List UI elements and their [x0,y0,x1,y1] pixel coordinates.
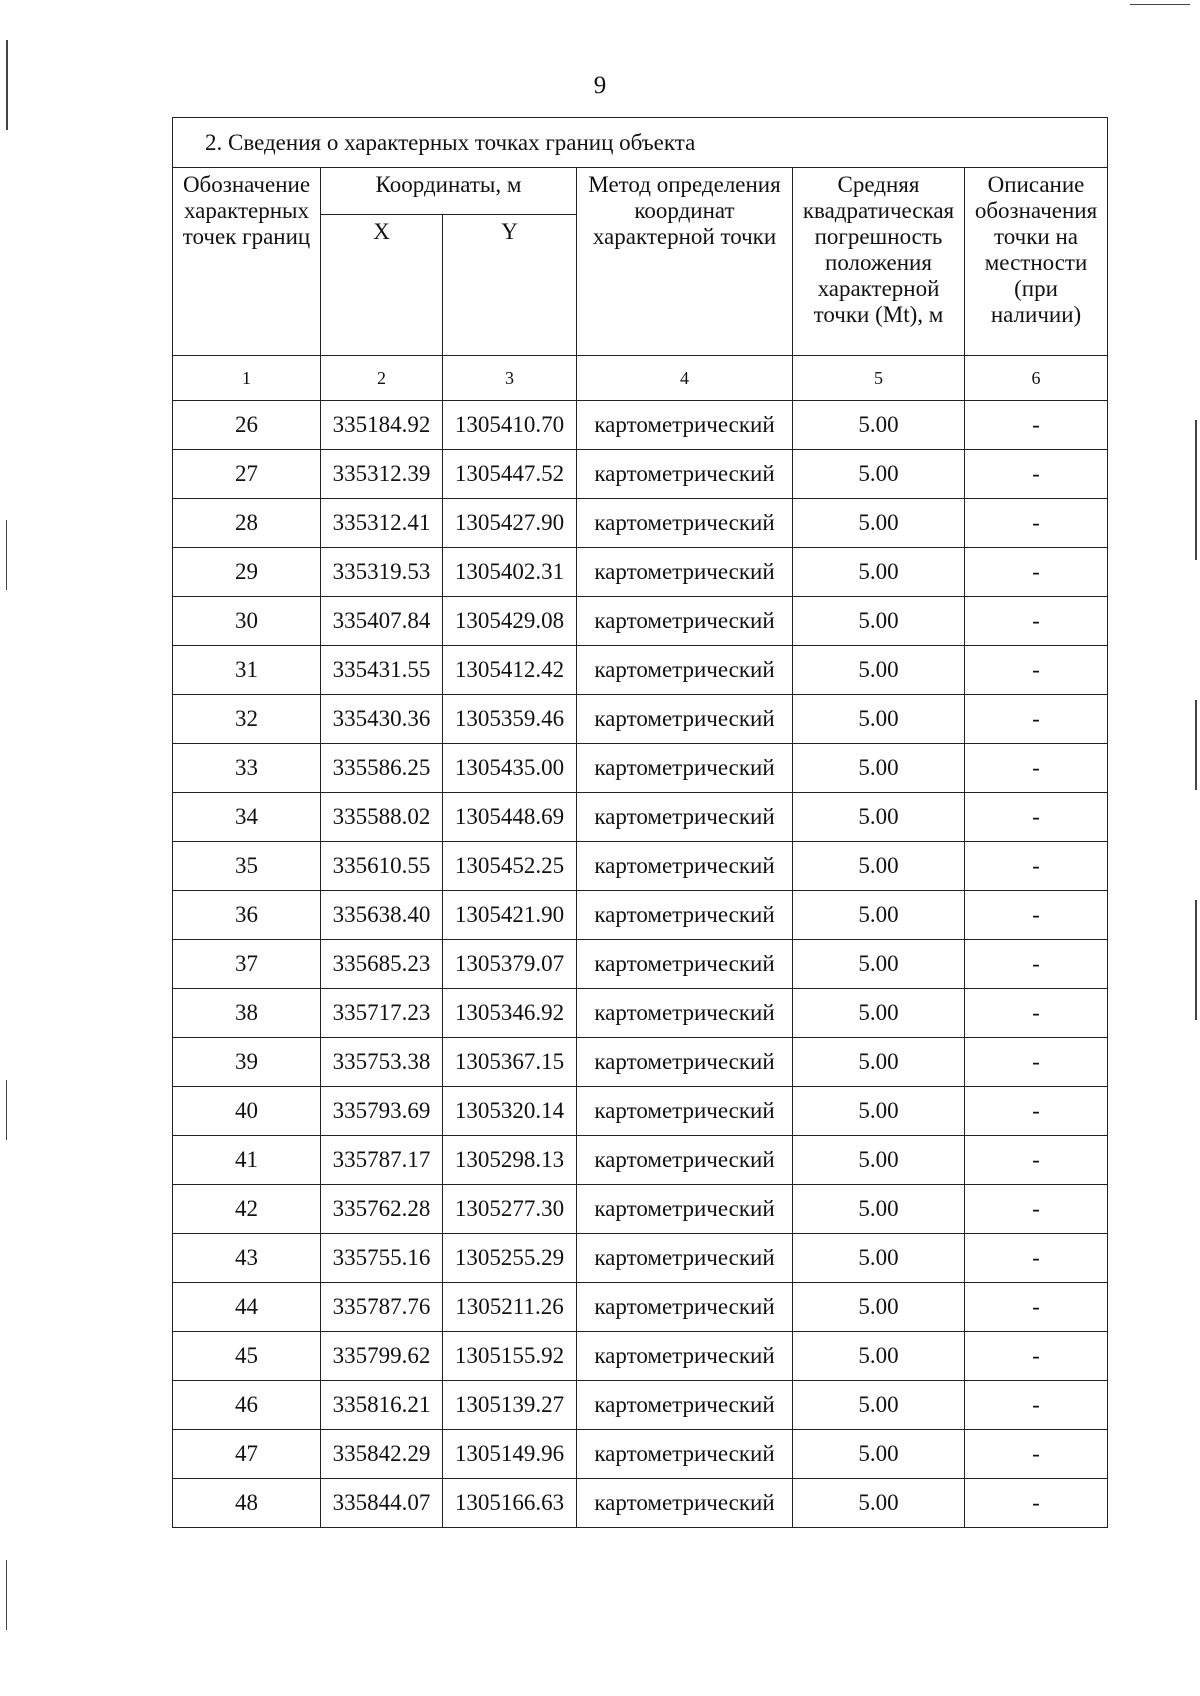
cell-description: - [965,989,1108,1038]
cell-method: картометрический [577,646,793,695]
cell-error: 5.00 [793,1185,965,1234]
cell-error: 5.00 [793,499,965,548]
cell-description: - [965,1381,1108,1430]
cell-error: 5.00 [793,1283,965,1332]
cell-method: картометрический [577,1430,793,1479]
cell-point: 33 [173,744,321,793]
table-row [173,891,1108,940]
table-row [173,1332,1108,1381]
cell-point: 45 [173,1332,321,1381]
cell-description: - [965,548,1108,597]
table-row [173,940,1108,989]
cell-point: 38 [173,989,321,1038]
cell-error: 5.00 [793,1234,965,1283]
cell-x: 335184.92 [321,401,443,450]
cell-y: 1305402.31 [443,548,577,597]
cell-point: 39 [173,1038,321,1087]
scan-edge-mark [1195,700,1197,790]
cell-method: картометрический [577,1136,793,1185]
scan-edge-mark [6,520,7,590]
cell-method: картометрический [577,1185,793,1234]
cell-method: картометрический [577,842,793,891]
cell-description: - [965,1430,1108,1479]
cell-error: 5.00 [793,989,965,1038]
cell-method: картометрический [577,1479,793,1528]
cell-x: 335586.25 [321,744,443,793]
table-row [173,989,1108,1038]
header-y: Y [443,215,577,356]
cell-y: 1305410.70 [443,401,577,450]
cell-point: 48 [173,1479,321,1528]
table-row [173,1185,1108,1234]
cell-point: 35 [173,842,321,891]
header-row [173,168,1108,215]
cell-error: 5.00 [793,842,965,891]
cell-y: 1305277.30 [443,1185,577,1234]
cell-method: картометрический [577,1381,793,1430]
cell-point: 32 [173,695,321,744]
cell-point: 42 [173,1185,321,1234]
cell-x: 335753.38 [321,1038,443,1087]
cell-x: 335319.53 [321,548,443,597]
header-x: X [321,215,443,356]
table-row [173,548,1108,597]
cell-point: 44 [173,1283,321,1332]
cell-point: 26 [173,401,321,450]
cell-y: 1305211.26 [443,1283,577,1332]
cell-point: 28 [173,499,321,548]
column-number: 2 [321,356,443,401]
cell-description: - [965,1332,1108,1381]
cell-y: 1305435.00 [443,744,577,793]
cell-method: картометрический [577,450,793,499]
cell-x: 335430.36 [321,695,443,744]
cell-x: 335787.76 [321,1283,443,1332]
cell-x: 335755.16 [321,1234,443,1283]
header-error: Средняя квадратическая погрешность положения характерной точки (Mt), м [793,168,965,356]
cell-y: 1305427.90 [443,499,577,548]
section-title-row [173,118,1108,168]
table-row [173,1430,1108,1479]
column-number: 6 [965,356,1108,401]
cell-error: 5.00 [793,695,965,744]
cell-error: 5.00 [793,646,965,695]
cell-description: - [965,1136,1108,1185]
cell-point: 29 [173,548,321,597]
cell-y: 1305139.27 [443,1381,577,1430]
cell-point: 46 [173,1381,321,1430]
cell-point: 41 [173,1136,321,1185]
cell-x: 335842.29 [321,1430,443,1479]
cell-x: 335793.69 [321,1087,443,1136]
section-title: 2. Сведения о характерных точках границ объекта [173,118,1108,168]
cell-method: картометрический [577,1234,793,1283]
table-row [173,842,1108,891]
cell-x: 335638.40 [321,891,443,940]
table-row [173,646,1108,695]
header-method: Метод определения координат характерной точки [577,168,793,356]
cell-y: 1305412.42 [443,646,577,695]
cell-error: 5.00 [793,548,965,597]
cell-description: - [965,499,1108,548]
cell-description: - [965,1087,1108,1136]
cell-description: - [965,646,1108,695]
cell-description: - [965,1038,1108,1087]
cell-error: 5.00 [793,744,965,793]
cell-error: 5.00 [793,1332,965,1381]
cell-method: картометрический [577,401,793,450]
cell-y: 1305255.29 [443,1234,577,1283]
table-row [173,1381,1108,1430]
cell-method: картометрический [577,989,793,1038]
table-row [173,1283,1108,1332]
cell-y: 1305346.92 [443,989,577,1038]
cell-error: 5.00 [793,401,965,450]
cell-method: картометрический [577,695,793,744]
cell-error: 5.00 [793,940,965,989]
cell-y: 1305452.25 [443,842,577,891]
table-row [173,450,1108,499]
column-number-row [173,356,1108,401]
cell-method: картометрический [577,940,793,989]
cell-error: 5.00 [793,1479,965,1528]
cell-y: 1305359.46 [443,695,577,744]
cell-y: 1305166.63 [443,1479,577,1528]
table-row [173,744,1108,793]
header-description: Описание обозначения точки на местности (при наличии) [965,168,1108,356]
cell-y: 1305367.15 [443,1038,577,1087]
cell-point: 36 [173,891,321,940]
cell-x: 335685.23 [321,940,443,989]
cell-method: картометрический [577,597,793,646]
cell-y: 1305429.08 [443,597,577,646]
cell-description: - [965,450,1108,499]
page-number: 9 [593,72,607,99]
cell-description: - [965,401,1108,450]
cell-description: - [965,1234,1108,1283]
column-number: 1 [173,356,321,401]
boundary-points-table [172,117,1108,1528]
cell-point: 40 [173,1087,321,1136]
cell-point: 34 [173,793,321,842]
cell-error: 5.00 [793,1087,965,1136]
cell-method: картометрический [577,891,793,940]
column-number: 3 [443,356,577,401]
cell-x: 335431.55 [321,646,443,695]
column-number: 4 [577,356,793,401]
cell-description: - [965,1283,1108,1332]
header-coords: Координаты, м [321,168,577,215]
cell-method: картометрический [577,1283,793,1332]
column-number: 5 [793,356,965,401]
cell-error: 5.00 [793,1136,965,1185]
cell-method: картометрический [577,793,793,842]
cell-y: 1305155.92 [443,1332,577,1381]
cell-description: - [965,940,1108,989]
scan-edge-mark [6,1080,7,1140]
cell-error: 5.00 [793,1381,965,1430]
cell-method: картометрический [577,548,793,597]
cell-x: 335312.39 [321,450,443,499]
cell-description: - [965,744,1108,793]
cell-x: 335610.55 [321,842,443,891]
cell-point: 30 [173,597,321,646]
cell-point: 31 [173,646,321,695]
cell-description: - [965,597,1108,646]
cell-x: 335816.21 [321,1381,443,1430]
cell-error: 5.00 [793,1430,965,1479]
cell-x: 335588.02 [321,793,443,842]
cell-y: 1305448.69 [443,793,577,842]
table-row [173,793,1108,842]
cell-x: 335717.23 [321,989,443,1038]
table-row [173,1087,1108,1136]
table-row [173,597,1108,646]
cell-x: 335799.62 [321,1332,443,1381]
cell-y: 1305149.96 [443,1430,577,1479]
cell-method: картометрический [577,1038,793,1087]
cell-error: 5.00 [793,793,965,842]
cell-description: - [965,1185,1108,1234]
cell-x: 335762.28 [321,1185,443,1234]
table-row [173,1479,1108,1528]
cell-y: 1305447.52 [443,450,577,499]
cell-description: - [965,793,1108,842]
cell-error: 5.00 [793,1038,965,1087]
cell-method: картометрический [577,499,793,548]
cell-y: 1305320.14 [443,1087,577,1136]
cell-description: - [965,842,1108,891]
cell-x: 335407.84 [321,597,443,646]
table-row [173,499,1108,548]
scan-edge-mark [1195,420,1197,560]
cell-description: - [965,695,1108,744]
cell-description: - [965,1479,1108,1528]
cell-error: 5.00 [793,891,965,940]
header-point: Обозначение характерных точек границ [173,168,321,356]
cell-method: картометрический [577,1087,793,1136]
cell-x: 335312.41 [321,499,443,548]
table-row [173,1038,1108,1087]
cell-y: 1305421.90 [443,891,577,940]
cell-y: 1305379.07 [443,940,577,989]
cell-point: 27 [173,450,321,499]
scan-edge-mark [1130,4,1190,5]
cell-x: 335787.17 [321,1136,443,1185]
cell-error: 5.00 [793,450,965,499]
cell-point: 37 [173,940,321,989]
cell-point: 43 [173,1234,321,1283]
table-row [173,1234,1108,1283]
table-row [173,695,1108,744]
cell-x: 335844.07 [321,1479,443,1528]
table-row [173,1136,1108,1185]
cell-method: картометрический [577,1332,793,1381]
cell-y: 1305298.13 [443,1136,577,1185]
cell-error: 5.00 [793,597,965,646]
scan-edge-mark [1195,900,1197,1020]
table-row [173,401,1108,450]
scan-edge-mark [6,1560,7,1630]
cell-method: картометрический [577,744,793,793]
cell-point: 47 [173,1430,321,1479]
cell-description: - [965,891,1108,940]
